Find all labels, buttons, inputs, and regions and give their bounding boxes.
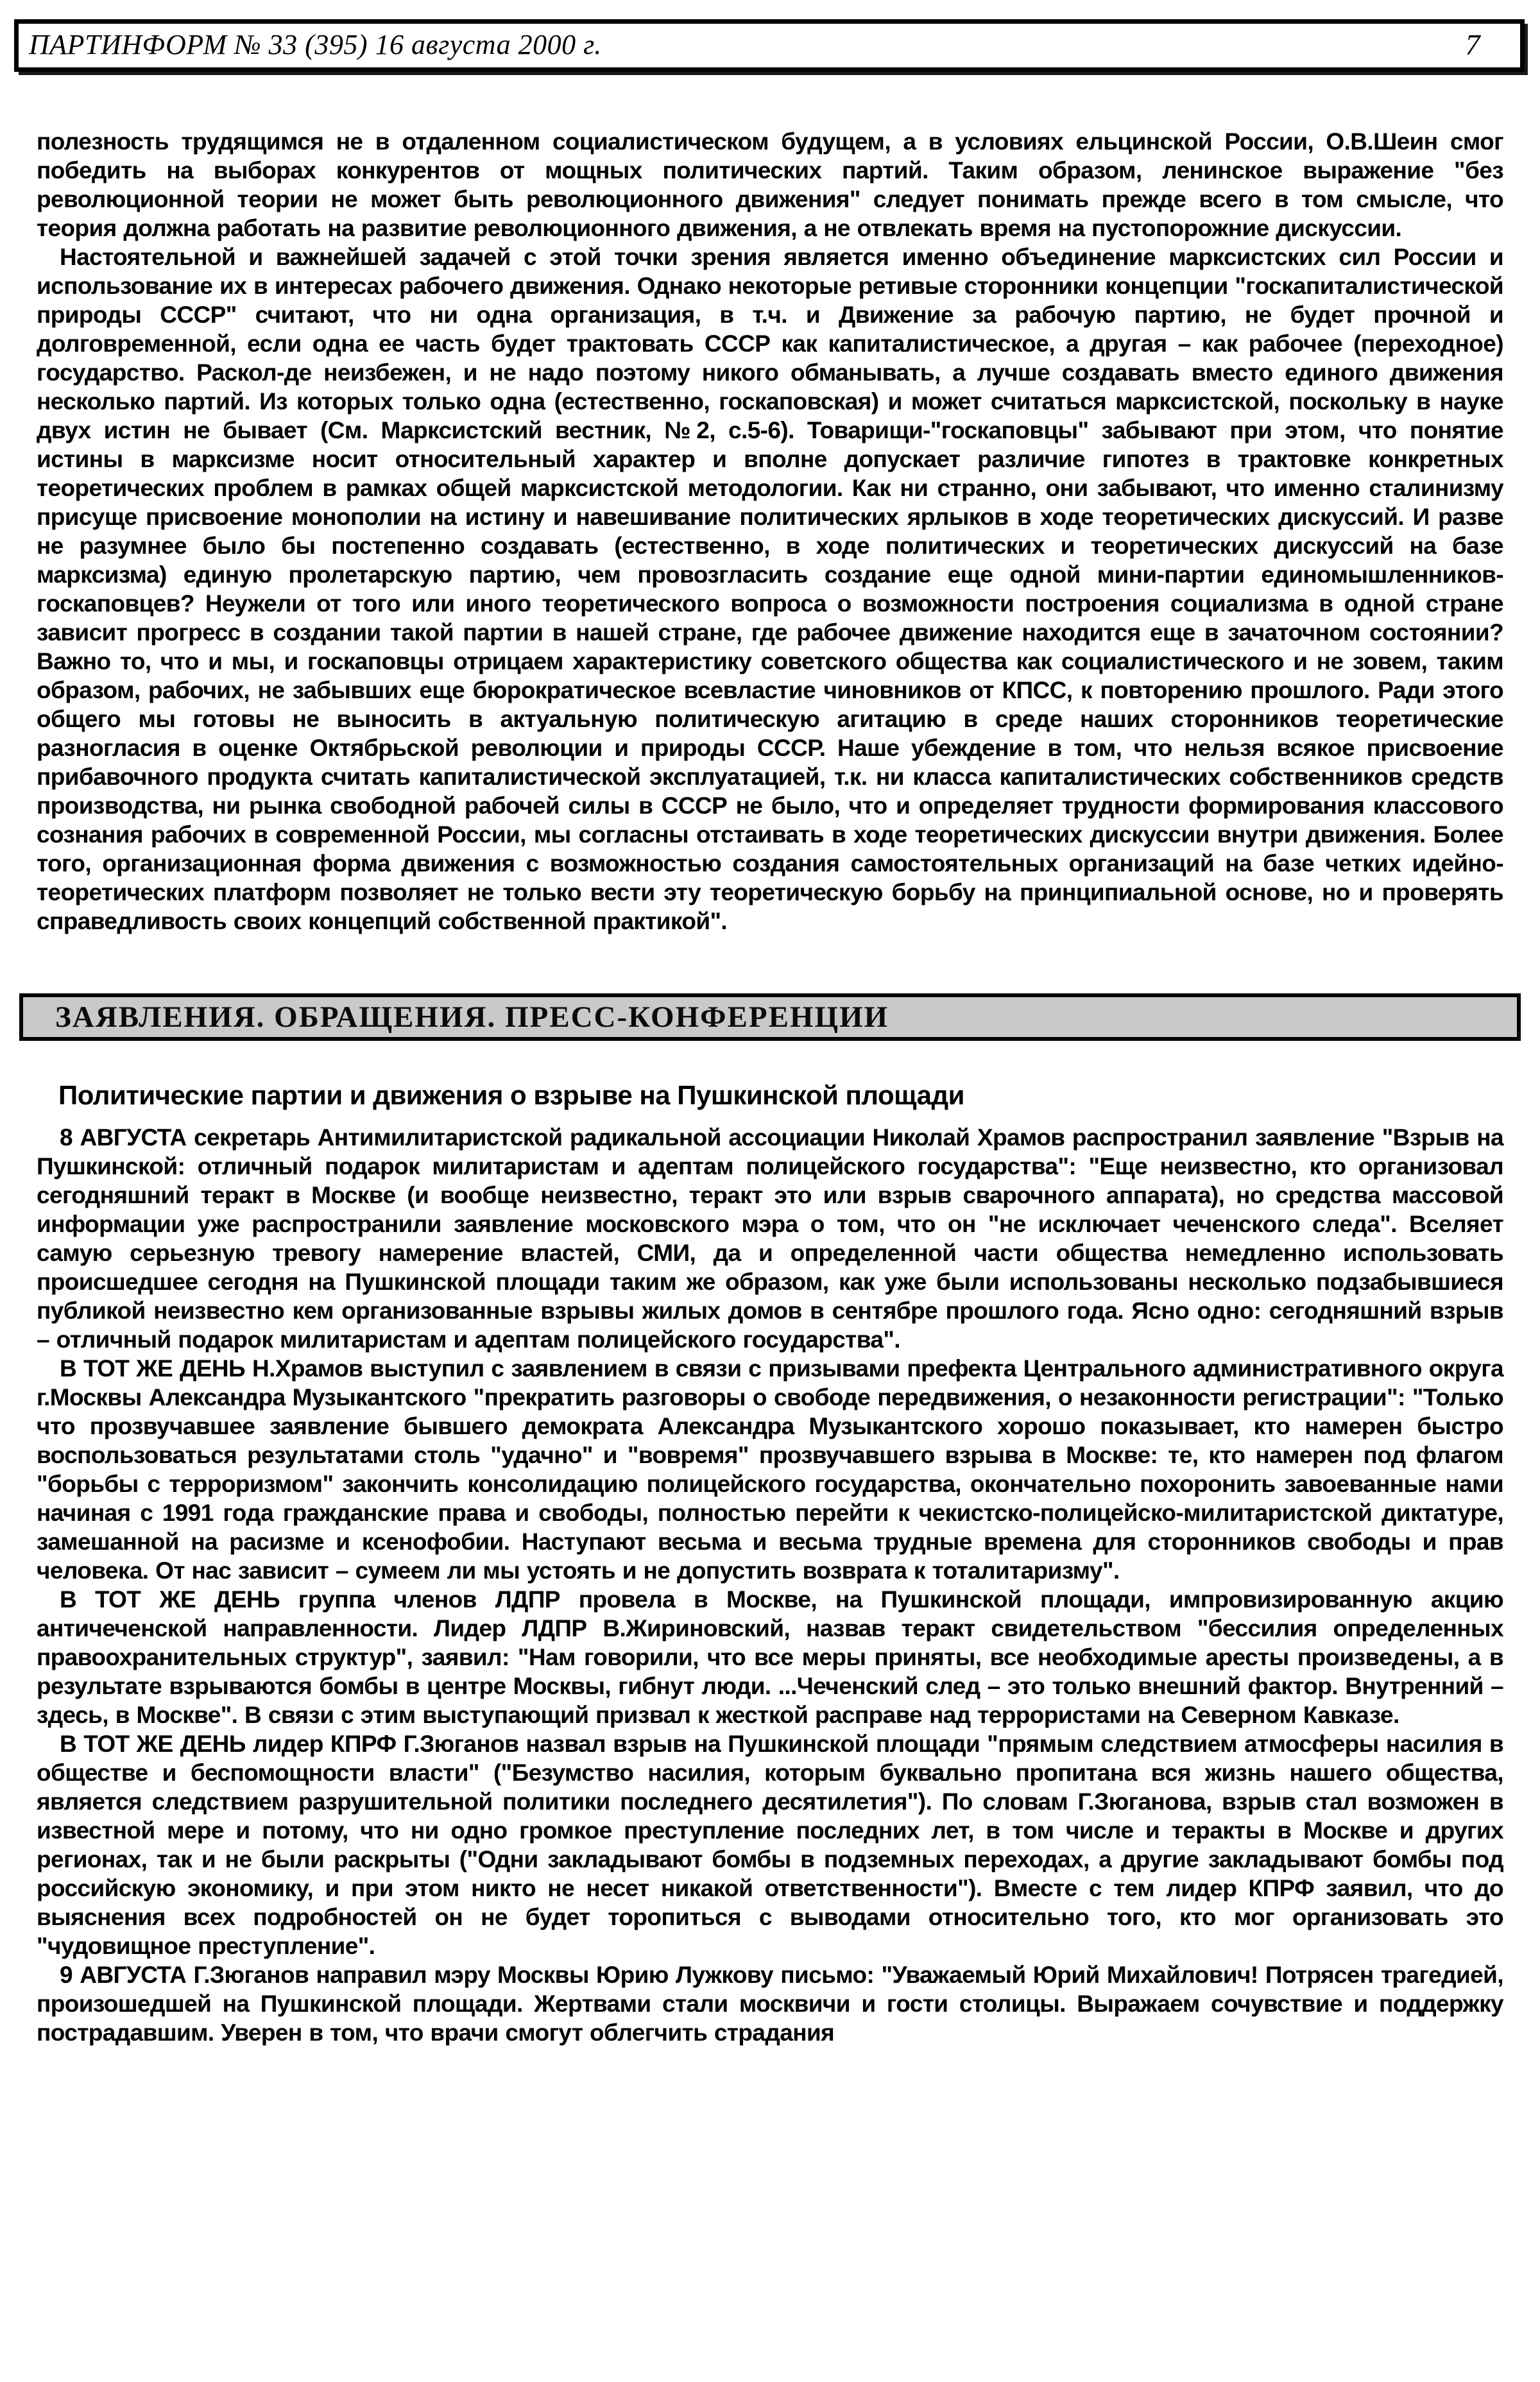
paragraph: полезность трудящимся не в отдаленном социалистическом будущем, а в условиях ельцинской России, О.В.Шеин смог победить на выборах конкурентов от мощных политических партий. Таким образом, ленинское выражение "без революционной теории не может быть революционного движения" следует понимать прежде всего в том смысле, что теория должна работать на развитие революционного движения, а не отвлекать время на пустопорожние дискуссии. (37, 128, 1503, 241)
article-title: Политические партии и движения о взрыве на Пушкинской площади (58, 1080, 964, 1110)
section-bar-title: ЗАЯВЛЕНИЯ. ОБРАЩЕНИЯ. ПРЕСС-КОНФЕРЕНЦИИ (55, 1000, 889, 1034)
paragraph: 8 АВГУСТА секретарь Антимилитаристской радикальной ассоциации Николай Храмов распространил заявление "Взрыв на Пушкинской: отличный подарок милитаристам и адептам полицейского государства": "Еще неизвестно, кто организовал сегодняшний теракт в Москве (и вообще неизвестно, теракт это или взрыв сварочного аппарата), но средства массовой информации уже распространили заявление московского мэра о том, что он "не исключает чеченского следа". Вселяет самую серьезную тревогу намерение властей, СМИ, да и определенной части общества немедленно использовать происшедшее сегодня на Пушкинской площади таким же образом, как уже были использованы несколько подзабывшиеся публикой неизвестно кем организованные взрывы жилых домов в сентябре прошлого года. Ясно одно: сегодняшний взрыв – отличный подарок милитаристам и адептам полицейского государства". (37, 1124, 1503, 1353)
lead-paragraphs (0, 72, 1540, 936)
paragraph: В ТОТ ЖЕ ДЕНЬ лидер КПРФ Г.Зюганов назвал взрыв на Пушкинской площади "прямым следствием атмосферы насилия в обществе и беспомощности власти" ("Безумство насилия, которым буквально пропитана вся жизнь нашего общества, является следствием разрушительной политики последнего десятилетия"). По словам Г.Зюганова, взрыв стал возможен в известной мере и потому, что ни одно громкое преступление последних лет, в том числе и теракты в Москве и других регионах, так и не были раскрыты ("Одни закладывают бомбы в подземных переходах, а другие закладывают бомбы под российскую экономику, и при этом никто не несет никакой ответственности"). Вместе с тем лидер КПРФ заявил, что до выяснения всех подробностей он не будет торопиться с выводами относительно того, кто мог организовать это "чудовищное преступление". (37, 1731, 1503, 1959)
page-number: 7 (1465, 28, 1480, 61)
section-bar (19, 993, 1521, 1041)
page-header (14, 19, 1525, 72)
paragraph: В ТОТ ЖЕ ДЕНЬ Н.Храмов выступил с заявлением в связи с призывами префекта Центрального административного округа г.Москвы Александра Музыкантского "прекратить разговоры о свободе передвижения, о незаконности регистрации": "Только что прозвучавшее заявление бывшего демократа Александра Музыкантского хорошо показывает, кто намерен быстро воспользоваться результатами столь "удачно" и "вовремя" прозвучавшего взрыва в Москве: те, кто намерен под флагом "борьбы с терроризмом" закончить консолидацию полицейского государства, окончательно похоронить завоеванные нами начиная с 1991 года гражданские права и свободы, полностью перейти к чекистско-полицейско-милитаристской диктатуре, замешанной на расизме и ксенофобии. Наступают весьма и весьма трудные времена для сторонников свободы и прав человека. От нас зависит – сумеем ли мы устоять и не допустить возврата к тоталитаризму". (37, 1355, 1503, 1584)
newsletter-title: ПАРТИНФОРМ № 33 (395) 16 августа 2000 г. (29, 28, 602, 60)
article-paragraphs (0, 1123, 1540, 2047)
paragraph: Настоятельной и важнейшей задачей с этой точки зрения является именно объединение марксистских сил России и использование их в интересах рабочего движения. Однако некоторые ретивые сторонники концепции "госкапиталистической природы СССР" считают, что ни одна организация, в т.ч. и Движение за рабочую партию, не будет прочной и долговременной, если одна ее часть будет трактовать СССР как капиталистическое, а другая – как рабочее (переходное) государство. Раскол-де неизбежен, и не надо поэтому никого обманывать, а лучше создавать вместо единого движения несколько партий. Из которых только одна (естественно, госкаповская) и может считаться марксистской, поскольку в науке двух истин не бывает (См. Марксистский вестник, №2, с.5-6). Товарищи-"госкаповцы" забывают при этом, что понятие истины в марксизме носит относительный характер и вполне допускает различие гипотез в трактовке конкретных теоретических проблем в рамках общей марксистской методологии. Как ни странно, они забывают, что именно сталинизму присуще присвоение монополии на истину и навешивание политических ярлыков в ходе теоретических дискуссий. И разве не разумнее было бы постепенно создавать (естественно, в ходе политических и теоретических дискуссий на базе марксизма) единую пролетарскую партию, чем провозгласить создание еще одной мини-партии единомышленников-госкаповцев? Неужели от того или иного теоретического вопроса о возможности построения социализма в одной стране зависит прогресс в создании такой партии в нашей стране, где рабочее движение находится еще в зачаточном состоянии? Важно то, что и мы, и госкаповцы отрицаем характеристику советского общества как социалистического и не зовем, таким образом, рабочих, не забывших еще бюрократическое всевластие чиновников от КПСС, к повторению прошлого. Ради этого общего мы готовы не выносить в актуальную политическую агитацию в среде наших сторонников теоретические разногласия в оценке Октябрьской революции и природы СССР. Наше убеждение в том, что нельзя всякое присвоение прибавочного продукта считать капиталистической эксплуатацией, т.к. ни класса капиталистических собственников средств производства, ни рынка свободной рабочей силы в СССР не было, что и определяет трудности формирования классового сознания рабочих в современной России, мы согласны отстаивать в ходе теоретических дискуссии внутри движения. Более того, организационная форма движения с возможностью создания самостоятельных организаций на базе четких идейно-теоретических платформ позволяет не только вести эту теоретическую борьбу на принципиальной основе, но и проверять справедливость своих концепций собственной практикой". (37, 244, 1503, 934)
paragraph: 9 АВГУСТА Г.Зюганов направил мэру Москвы Юрию Лужкову письмо: "Уважаемый Юрий Михайлович! Потрясен трагедией, произошедшей на Пушкинской площади. Жертвами стали москвичи и гости столицы. Выражаем сочувствие и поддержку пострадавшим. Уверен в том, что врачи смогут облегчить страдания (37, 1962, 1503, 2046)
paragraph: В ТОТ ЖЕ ДЕНЬ группа членов ЛДПР провела в Москве, на Пушкинской площади, импровизированную акцию античеченской направленности. Лидер ЛДПР В.Жириновский, назвав теракт свидетельством "бессилия определенных правоохранительных структур", заявил: "Нам говорили, что все меры приняты, все необходимые аресты произведены, а в результате взрываются бомбы в центре Москвы, гибнут люди. ...Чеченский след – это только внешний фактор. Внутренний – здесь, в Москве". В связи с этим выступающий призвал к жесткой расправе над террористами на Северном Кавказе. (37, 1586, 1503, 1728)
